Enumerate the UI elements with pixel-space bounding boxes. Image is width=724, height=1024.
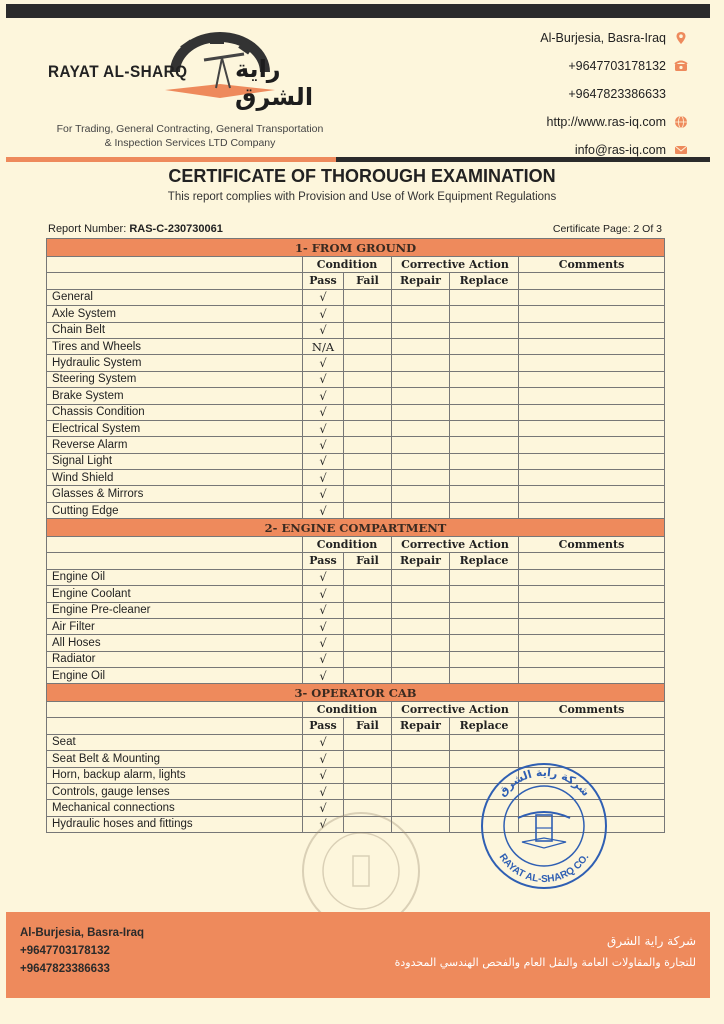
empty-cell xyxy=(344,602,392,618)
phone-icon xyxy=(674,59,688,73)
empty-cell xyxy=(450,569,519,585)
empty-cell xyxy=(344,420,392,436)
condition-header: Condition xyxy=(303,702,392,718)
table-row xyxy=(47,404,665,420)
section-header xyxy=(47,519,665,537)
footer-address: Al-Burjesia, Basra-Iraq xyxy=(20,927,144,939)
pass-mark: √ xyxy=(303,486,344,502)
item-name: Seat Belt & Mounting xyxy=(47,751,303,767)
empty-cell xyxy=(392,569,450,585)
item-name: General xyxy=(47,289,303,305)
repair-header: Repair xyxy=(392,553,450,569)
corrective-action-header: Corrective Action xyxy=(392,702,519,718)
table-row xyxy=(47,371,665,387)
empty-cell xyxy=(392,404,450,420)
empty-cell xyxy=(519,437,665,453)
pass-mark: √ xyxy=(303,404,344,420)
empty-cell xyxy=(344,322,392,338)
empty-cell xyxy=(344,734,392,750)
section-title: 2- ENGINE COMPARTMENT xyxy=(47,519,665,537)
column-subheader-row xyxy=(47,273,665,289)
pass-mark: √ xyxy=(303,388,344,404)
pass-mark: √ xyxy=(303,751,344,767)
empty-cell xyxy=(450,437,519,453)
item-name: Controls, gauge lenses xyxy=(47,783,303,799)
phone-2-text: +9647823386633 xyxy=(568,87,666,101)
item-name: Chassis Condition xyxy=(47,404,303,420)
footer-contact xyxy=(20,924,144,978)
empty-cell xyxy=(450,355,519,371)
table-row xyxy=(47,470,665,486)
footer-arabic-description: للتجارة والمقاولات العامة والنقل العام والفحص الهندسي المحدودة xyxy=(394,956,696,969)
pass-mark: √ xyxy=(303,502,344,518)
document-title: CERTIFICATE OF THOROUGH EXAMINATION xyxy=(168,166,556,186)
section-table xyxy=(46,238,665,519)
empty-cell xyxy=(344,502,392,518)
pass-mark: √ xyxy=(303,355,344,371)
table-row xyxy=(47,734,665,750)
contact-address xyxy=(540,24,688,52)
empty-cell xyxy=(392,289,450,305)
top-bar xyxy=(6,4,710,18)
empty-cell xyxy=(392,338,450,354)
table-row xyxy=(47,306,665,322)
empty-cell xyxy=(344,289,392,305)
table-row xyxy=(47,602,665,618)
item-name: Horn, backup alarm, lights xyxy=(47,767,303,783)
empty-cell xyxy=(519,355,665,371)
pass-mark: √ xyxy=(303,668,344,684)
pass-mark: √ xyxy=(303,800,344,816)
footer-phone-2: +9647823386633 xyxy=(20,963,110,975)
table-row xyxy=(47,322,665,338)
empty-cell xyxy=(392,371,450,387)
svg-text:شركة راية الشرق xyxy=(495,766,592,799)
company-description xyxy=(40,122,340,150)
replace-header: Replace xyxy=(450,718,519,734)
empty-cell xyxy=(344,371,392,387)
item-name: Signal Light xyxy=(47,453,303,469)
company-line-1: For Trading, General Contracting, General Transportation xyxy=(56,123,324,135)
empty-cell xyxy=(450,420,519,436)
empty-cell xyxy=(450,388,519,404)
pass-mark: √ xyxy=(303,651,344,667)
item-name: Glasses & Mirrors xyxy=(47,486,303,502)
empty-cell xyxy=(392,783,450,799)
empty-cell xyxy=(450,289,519,305)
table-row xyxy=(47,388,665,404)
pass-mark: √ xyxy=(303,734,344,750)
empty-cell xyxy=(519,338,665,354)
section-header xyxy=(47,684,665,702)
empty-cell xyxy=(344,783,392,799)
empty-cell xyxy=(344,668,392,684)
contact-phone-1 xyxy=(540,52,688,80)
empty-cell xyxy=(450,338,519,354)
certificate-page: Certificate Page: 2 Of 3 xyxy=(552,223,662,235)
empty-cell xyxy=(519,734,665,750)
empty-cell xyxy=(392,437,450,453)
item-name: Seat xyxy=(47,734,303,750)
empty-cell xyxy=(450,602,519,618)
empty-cell xyxy=(392,668,450,684)
website-text[interactable]: http://www.ras-iq.com xyxy=(546,115,666,129)
item-name: Mechanical connections xyxy=(47,800,303,816)
item-name: Hydraulic System xyxy=(47,355,303,371)
item-name: Hydraulic hoses and fittings xyxy=(47,816,303,832)
contact-website xyxy=(540,108,688,136)
item-name: Wind Shield xyxy=(47,470,303,486)
pass-mark: √ xyxy=(303,569,344,585)
pass-mark: √ xyxy=(303,618,344,634)
empty-cell xyxy=(344,437,392,453)
table-row xyxy=(47,338,665,354)
item-name: Electrical System xyxy=(47,420,303,436)
empty-cell xyxy=(450,371,519,387)
empty-cell xyxy=(519,486,665,502)
empty-cell xyxy=(519,569,665,585)
table-row xyxy=(47,635,665,651)
empty-cell xyxy=(392,767,450,783)
empty-cell xyxy=(392,651,450,667)
empty-cell xyxy=(392,322,450,338)
empty-cell xyxy=(344,486,392,502)
comments-header: Comments xyxy=(519,537,665,553)
table-row xyxy=(47,289,665,305)
item-name: Axle System xyxy=(47,306,303,322)
empty-cell xyxy=(392,502,450,518)
column-subheader-row xyxy=(47,718,665,734)
comments-header: Comments xyxy=(519,257,665,273)
empty-cell xyxy=(519,668,665,684)
pass-header: Pass xyxy=(303,553,344,569)
table-row xyxy=(47,586,665,602)
footer-arabic-name: شركة راية الشرق xyxy=(607,934,696,948)
fail-header: Fail xyxy=(344,718,392,734)
empty-cell xyxy=(344,306,392,322)
pass-mark: √ xyxy=(303,816,344,832)
empty-cell xyxy=(519,635,665,651)
empty-cell xyxy=(519,586,665,602)
pass-mark: √ xyxy=(303,420,344,436)
pass-mark: √ xyxy=(303,470,344,486)
empty-cell xyxy=(450,453,519,469)
empty-cell xyxy=(519,651,665,667)
table-row xyxy=(47,569,665,585)
report-number-label: Report Number: xyxy=(48,223,127,235)
footer-phone-1: +9647703178132 xyxy=(20,945,110,957)
empty-cell xyxy=(450,322,519,338)
item-name: Engine Oil xyxy=(47,569,303,585)
item-name: Reverse Alarm xyxy=(47,437,303,453)
empty-cell xyxy=(519,420,665,436)
fail-header: Fail xyxy=(344,553,392,569)
table-row xyxy=(47,437,665,453)
empty-cell xyxy=(450,734,519,750)
comments-header: Comments xyxy=(519,702,665,718)
table-row xyxy=(47,651,665,667)
report-number-value: RAS-C-230730061 xyxy=(129,223,223,235)
stamp-text-ar: شركة راية الشرق xyxy=(495,765,593,799)
repair-header: Repair xyxy=(392,273,450,289)
empty-cell xyxy=(344,569,392,585)
empty-cell xyxy=(392,635,450,651)
empty-cell xyxy=(450,635,519,651)
pass-header: Pass xyxy=(303,718,344,734)
pass-mark: √ xyxy=(303,322,344,338)
empty-cell xyxy=(344,586,392,602)
pass-mark: √ xyxy=(303,602,344,618)
stamp-text-en: RAYAT AL-SHARQ CO. xyxy=(496,851,592,886)
empty-cell xyxy=(392,618,450,634)
item-name: Air Filter xyxy=(47,618,303,634)
empty-cell xyxy=(450,306,519,322)
section-table xyxy=(46,518,665,685)
empty-cell xyxy=(392,751,450,767)
empty-cell xyxy=(519,470,665,486)
empty-cell xyxy=(392,586,450,602)
pass-mark: √ xyxy=(303,635,344,651)
empty-cell xyxy=(344,338,392,354)
column-subheader-row xyxy=(47,553,665,569)
logo-text-ar: راية الشرق xyxy=(235,55,314,111)
empty-cell xyxy=(519,404,665,420)
empty-cell xyxy=(519,371,665,387)
empty-cell xyxy=(392,306,450,322)
fail-header: Fail xyxy=(344,273,392,289)
pass-mark: √ xyxy=(303,586,344,602)
contact-phone-2 xyxy=(540,80,688,108)
empty-cell xyxy=(344,470,392,486)
table-row xyxy=(47,502,665,518)
empty-cell xyxy=(344,388,392,404)
empty-cell xyxy=(392,470,450,486)
empty-cell xyxy=(392,602,450,618)
envelope-icon xyxy=(674,143,688,157)
item-name: All Hoses xyxy=(47,635,303,651)
corrective-action-header: Corrective Action xyxy=(392,257,519,273)
footer-arabic xyxy=(395,930,696,974)
empty-cell xyxy=(450,404,519,420)
replace-header: Replace xyxy=(450,553,519,569)
repair-header: Repair xyxy=(392,718,450,734)
empty-cell xyxy=(344,767,392,783)
document-subtitle: This report complies with Provision and Use of Work Equipment Regulations xyxy=(167,191,557,203)
empty-cell xyxy=(519,289,665,305)
empty-cell xyxy=(519,502,665,518)
section-title: 1- FROM GROUND xyxy=(47,239,665,257)
pass-header: Pass xyxy=(303,273,344,289)
company-line-2: & Inspection Services LTD Company xyxy=(104,137,276,149)
svg-text:RAYAT AL-SHARQ CO. xyxy=(497,852,592,885)
condition-header: Condition xyxy=(303,257,392,273)
empty-cell xyxy=(450,586,519,602)
empty-cell xyxy=(344,453,392,469)
replace-header: Replace xyxy=(450,273,519,289)
table-row xyxy=(47,453,665,469)
globe-icon xyxy=(674,115,688,129)
header-divider xyxy=(6,157,710,163)
item-name: Tires and Wheels xyxy=(47,338,303,354)
empty-cell xyxy=(392,486,450,502)
empty-cell xyxy=(519,306,665,322)
table-row xyxy=(47,486,665,502)
phone-1-text: +9647703178132 xyxy=(568,59,666,73)
empty-cell xyxy=(392,453,450,469)
empty-cell xyxy=(344,404,392,420)
empty-cell xyxy=(450,651,519,667)
pass-mark: √ xyxy=(303,767,344,783)
empty-cell xyxy=(519,388,665,404)
pass-mark: √ xyxy=(303,371,344,387)
item-name: Chain Belt xyxy=(47,322,303,338)
item-name: Engine Pre-cleaner xyxy=(47,602,303,618)
column-header-row xyxy=(47,257,665,273)
item-name: Cutting Edge xyxy=(47,502,303,518)
pass-mark: √ xyxy=(303,453,344,469)
empty-cell xyxy=(344,651,392,667)
empty-cell xyxy=(392,734,450,750)
contact-block xyxy=(540,24,688,164)
section-title: 3- OPERATOR CAB xyxy=(47,684,665,702)
empty-cell xyxy=(450,470,519,486)
email-text[interactable]: info@ras-iq.com xyxy=(574,143,666,157)
empty-cell xyxy=(519,453,665,469)
empty-cell xyxy=(519,618,665,634)
section-header xyxy=(47,239,665,257)
company-stamp xyxy=(478,760,610,892)
report-number xyxy=(48,223,223,235)
location-pin-icon xyxy=(674,31,688,45)
condition-header: Condition xyxy=(303,537,392,553)
pass-mark: √ xyxy=(303,289,344,305)
table-row xyxy=(47,618,665,634)
pass-mark: √ xyxy=(303,437,344,453)
table-row xyxy=(47,420,665,436)
pass-mark: N/A xyxy=(303,338,344,354)
company-logo xyxy=(40,30,340,150)
item-name: Steering System xyxy=(47,371,303,387)
empty-cell xyxy=(344,355,392,371)
item-name: Brake System xyxy=(47,388,303,404)
empty-cell xyxy=(450,618,519,634)
item-name: Radiator xyxy=(47,651,303,667)
logo-text-en: RAYAT AL-SHARQ xyxy=(48,62,188,81)
empty-cell xyxy=(392,355,450,371)
empty-cell xyxy=(344,635,392,651)
column-header-row xyxy=(47,537,665,553)
empty-cell xyxy=(519,602,665,618)
empty-cell xyxy=(344,618,392,634)
item-name: Engine Coolant xyxy=(47,586,303,602)
table-row xyxy=(47,355,665,371)
empty-cell xyxy=(344,751,392,767)
pass-mark: √ xyxy=(303,783,344,799)
empty-cell xyxy=(450,502,519,518)
address-text: Al-Burjesia, Basra-Iraq xyxy=(540,31,666,45)
empty-cell xyxy=(450,668,519,684)
footer xyxy=(6,912,710,998)
column-header-row xyxy=(47,702,665,718)
item-name: Engine Oil xyxy=(47,668,303,684)
empty-cell xyxy=(392,388,450,404)
corrective-action-header: Corrective Action xyxy=(392,537,519,553)
table-row xyxy=(47,668,665,684)
empty-cell xyxy=(450,486,519,502)
empty-cell xyxy=(392,420,450,436)
empty-cell xyxy=(519,322,665,338)
pass-mark: √ xyxy=(303,306,344,322)
